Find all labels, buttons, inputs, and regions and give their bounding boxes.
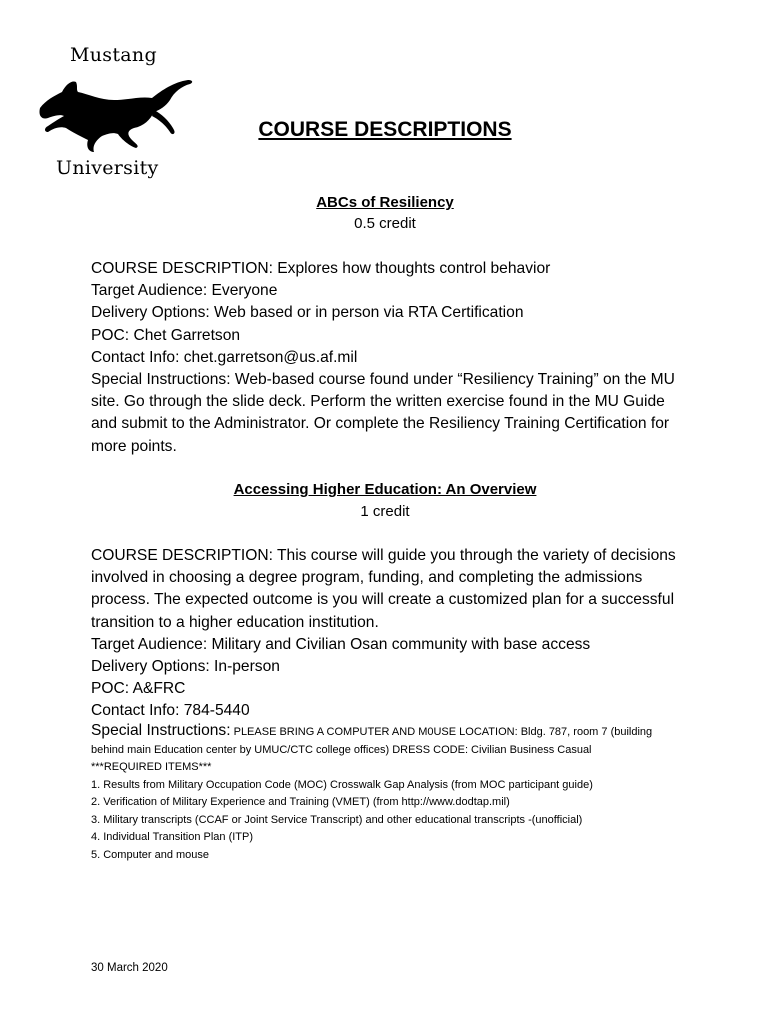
contact-info: Contact Info: 784-5440 (91, 702, 250, 720)
list-item: 4. Individual Transition Plan (ITP) (91, 831, 254, 843)
poc: POC: Chet Garretson (91, 326, 241, 344)
list-item: 3. Military transcripts (CCAF or Joint Service Transcript) and other educational transcripts -(unofficial) (91, 813, 583, 826)
course-title: ABCs of Resiliency (316, 194, 454, 211)
delivery-options: Delivery Options: In-person (91, 658, 280, 676)
running-horse-icon (36, 70, 196, 155)
special-instructions: Special Instructions: Web-based course found under “Resiliency Training” on the MU site. Go through the slide deck. Perform the written exercise found in the MU Guide and submit to the Administrator. Or complete the Resiliency Training Certification for more points. (91, 371, 675, 455)
required-items-header: ***REQUIRED ITEMS*** (91, 761, 212, 773)
special-instructions-body: PLEASE BRING A COMPUTER AND M0USE LOCATION: Bldg. 787, room 7 (building behind main Education center by UMUC/CTC college offices) DRESS CODE: Civilian Business Casual (91, 726, 653, 756)
target-audience: Target Audience: Everyone (91, 282, 278, 300)
list-item: 2. Verification of Military Experience and Training (VMET) (from http://www.dodtap.mil) (91, 796, 510, 808)
special-instructions-label: Special Instructions: (91, 722, 231, 739)
logo-top-text: Mustang (70, 44, 157, 66)
page-title: COURSE DESCRIPTIONS (258, 118, 512, 141)
course-title: Accessing Higher Education: An Overview (233, 481, 537, 498)
course-details (91, 545, 681, 723)
course-credit: 1 credit (360, 503, 410, 520)
logo-bottom-text: University (56, 157, 159, 179)
poc: POC: A&FRC (91, 680, 186, 698)
course-credit: 0.5 credit (354, 215, 416, 232)
contact-info: Contact Info: chet.garretson@us.af.mil (91, 348, 358, 366)
course-description: COURSE DESCRIPTION: This course will guide you through the variety of decisions involved in choosing a degree program, funding, and completing the admissions process. The expected outcome is you will create a customized plan for a successful transition to a higher education institution. (91, 547, 676, 631)
course-description: COURSE DESCRIPTION: Explores how thoughts control behavior (91, 260, 551, 277)
list-item: 1. Results from Military Occupation Code (MOC) Crosswalk Gap Analysis (from MOC participant guide) (91, 778, 593, 791)
university-logo (36, 40, 196, 185)
special-instructions (91, 722, 681, 864)
course-details (91, 258, 681, 458)
footer-date: 30 March 2020 (91, 962, 168, 974)
list-item: 5. Computer and mouse (91, 848, 210, 861)
delivery-options: Delivery Options: Web based or in person via RTA Certification (91, 304, 524, 322)
target-audience: Target Audience: Military and Civilian Osan community with base access (91, 635, 591, 653)
special-instructions-text (91, 722, 681, 759)
